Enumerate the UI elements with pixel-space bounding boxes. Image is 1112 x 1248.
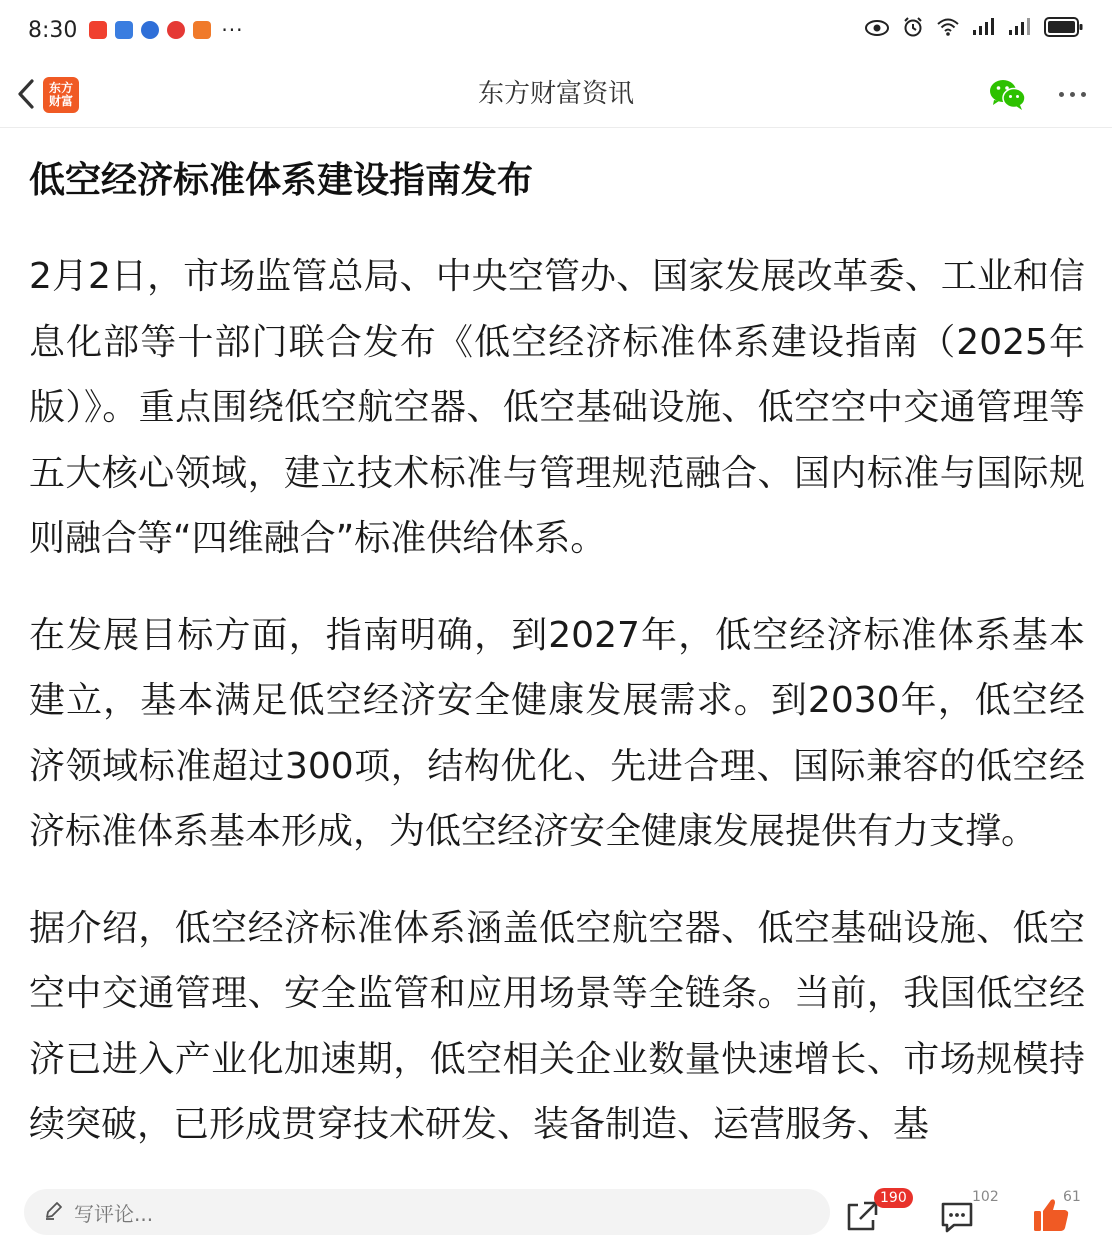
pen-icon <box>44 1200 64 1225</box>
article-title: 低空经济标准体系建设指南发布 <box>29 160 534 201</box>
notification-app-icon <box>193 21 211 39</box>
article-paragraph: 据介绍，低空经济标准体系涵盖低空航空器、低空基础设施、低空空中交通管理、安全监管和应用场景等全链条。当前，我国低空经济已进入产业化加速期，低空相关企业数量快速增长、市场规模持续突破，已形成贯穿技术研发、装备制造、运营服务、基 <box>29 907 1085 1145</box>
share-icon <box>844 1199 880 1235</box>
eastmoney-logo[interactable] <box>43 77 79 113</box>
comment-placeholder: 写评论... <box>74 1201 154 1226</box>
article-body <box>29 150 1085 1177</box>
like-count: 61 <box>1063 1189 1081 1205</box>
share-button[interactable] <box>842 1185 907 1239</box>
dot <box>1081 92 1086 97</box>
chevron-left-icon <box>15 78 37 110</box>
article-paragraph: 在发展目标方面，指南明确，到2027年，低空经济标准体系基本建立，基本满足低空经济安全健康发展需求。到2030年，低空经济领域标准超过300项，结构优化、先进合理、国际兼容的低空经济标准体系基本形成，为低空经济安全健康发展提供有力支撑。 <box>29 614 1085 852</box>
nav-bar <box>0 60 1112 128</box>
share-count-badge: 190 <box>874 1188 913 1208</box>
dot <box>1059 92 1064 97</box>
notification-app-icon <box>115 21 133 39</box>
alarm-icon <box>902 16 924 44</box>
status-bar <box>0 0 1112 60</box>
logo-text-line1: 东方 <box>48 81 73 95</box>
back-button[interactable] <box>10 74 42 114</box>
more-notifications-icon: ··· <box>221 18 244 42</box>
battery-icon <box>1044 16 1084 44</box>
dot <box>1070 92 1075 97</box>
comment-input[interactable] <box>24 1189 830 1235</box>
clock: 8:30 <box>28 17 78 43</box>
page-title: 东方财富资讯 <box>477 79 634 109</box>
wechat-share-button[interactable] <box>988 78 1028 112</box>
comments-button[interactable] <box>938 1185 1002 1239</box>
wechat-icon <box>988 78 1028 112</box>
bottom-action-bar <box>0 1177 1112 1248</box>
status-bar-right <box>864 16 1084 44</box>
article-paragraph: 2月2日，市场监管总局、中央空管办、国家发展改革委、工业和信息化部等十部门联合发布《低空经济标准体系建设指南（2025年版）》。重点围绕低空航空器、低空基础设施、低空空中交通管理等五大核心领域，建立技术标准与管理规范融合、国内标准与国际规则融合等“四维融合”标准供给体系。 <box>29 256 1085 559</box>
more-options-button[interactable] <box>1050 76 1094 112</box>
comment-count: 102 <box>972 1189 999 1205</box>
notification-app-icon <box>141 21 159 39</box>
comment-icon <box>940 1201 974 1235</box>
notification-app-icon <box>167 21 185 39</box>
eye-icon <box>864 18 890 43</box>
logo-text-line2: 财富 <box>48 94 73 108</box>
signal-icon <box>1008 17 1032 43</box>
signal-icon <box>972 17 996 43</box>
like-button[interactable] <box>1030 1185 1100 1239</box>
notification-app-icon <box>89 21 107 39</box>
status-bar-left <box>28 18 243 43</box>
wifi-icon <box>936 17 960 43</box>
